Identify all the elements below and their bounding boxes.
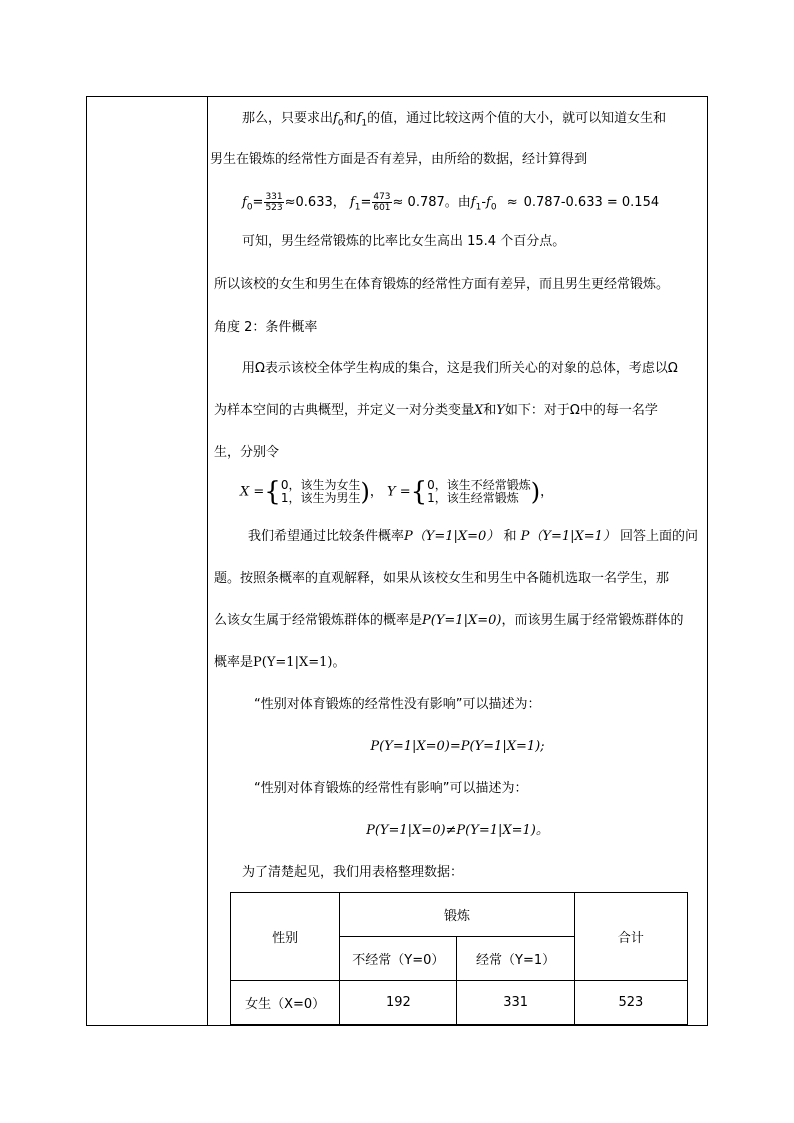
result: 0.787-0.633 = 0.154 [523,195,660,210]
cell-not-often: 192 [340,981,457,1025]
paragraph-5-line-4 [208,654,707,672]
comma: ， [369,484,383,500]
eq: = [360,195,372,210]
text: ，而该男生属于经常锻炼群体的 [501,613,684,628]
cell-gender: 女生（X=0） [231,981,340,1025]
text: 如下：对于Ω中的每一名学 [504,403,658,418]
cell-often: 331 [457,981,574,1025]
approx: ≈ 0.787。由 [392,195,471,210]
brace-icon: { [410,477,428,507]
sub: 1 [361,118,368,129]
fraction-473-601 [372,192,391,213]
den: 523 [265,203,283,213]
num: 473 [373,192,391,202]
table-row [231,981,688,1025]
var-x: X [474,403,484,418]
variable-definitions [208,478,707,507]
sub: 1 [354,202,361,213]
cell-total: 523 [574,981,687,1025]
case: 1，该生经常锻炼 [427,491,519,505]
text: 的值，通过比较这两个值的大小，就可以知道女生和 [367,111,667,126]
fraction-331-523 [264,192,283,213]
var-y: Y [496,403,505,418]
y-eq: Y = [387,484,411,500]
text: 那么，只要求出 [242,111,334,126]
header-total: 合计 [574,893,687,981]
heading-angle-2: 角度 2：条件概率 [214,320,318,335]
y-cases [427,479,531,505]
sub: 0 [337,118,344,129]
text: 和 [343,111,357,126]
header-gender: 性别 [231,893,340,981]
paragraph-4-line-3: 生，分别令 [214,445,280,460]
equation-equal: P(Y=1|X=0)=P(Y=1|X=1); [370,739,545,754]
formula-line [208,192,707,217]
paragraph-3: 所以该校的女生和男生在体育锻炼的经常性方面有差异，而且男生更经常锻炼。 [214,277,670,292]
header-exercise: 锻炼 [340,893,575,937]
paragraph-5-line-1 [208,528,707,546]
paragraph-5-line-3 [208,612,707,630]
sub: 1 [475,202,482,213]
cond-prob-2: P（Y=1|X=1） [520,529,616,544]
cond-prob-1: P（Y=1|X=0） [404,529,500,544]
var-f1: f [356,111,362,126]
f0-label: f [242,195,247,210]
var: f [486,195,491,210]
f1-label: f [349,195,355,210]
paren-icon: ) [530,478,541,506]
text: 和 [503,529,517,544]
text: 么该女生属于经常锻炼群体的概率是 [214,613,423,628]
header-not-often: 不经常（Y=0） [340,937,457,981]
paragraph-5-line-2: 题。按照条概率的直观解释，如果从该校女生和男生中各随机选取一名学生，那 [214,571,670,586]
brace-icon: { [264,477,281,507]
approx: ≈0.633， [284,195,346,210]
quote-has-effect: “性别对体育锻炼的经常性有影响”可以描述为： [254,781,528,796]
den: 601 [373,203,391,213]
paragraph-4-line-1: 用Ω表示该校全体学生构成的集合，这是我们所关心的对象的总体，考虑以Ω [242,361,678,376]
header-often: 经常（Y=1） [457,937,574,981]
paragraph-2: 可知，男生经常锻炼的比率比女生高出 15.4 个百分点。 [242,234,566,249]
paragraph-1-line-2: 男生在锻炼的经常性方面是否有差异，由所给的数据，经计算得到 [210,152,588,167]
equation-not-equal: P(Y=1|X=0)≠P(Y=1|X=1)。 [366,823,549,838]
var: f [470,195,476,210]
text: 概率是 [214,655,254,670]
text: 我们希望通过比较条件概率 [248,529,405,544]
num: 331 [265,192,283,202]
x-eq: X = [240,484,265,500]
text: 和 [483,403,497,418]
text: 回答上面的问 [620,529,699,544]
var-f0: f [333,111,338,126]
text: 为样本空间的古典概型，并定义一对分类变量 [214,403,475,418]
paragraph-4-line-2 [208,402,707,420]
sub: 0 [246,202,253,213]
case: 0，该生为女生 [280,478,361,492]
expr: P(Y=1|X=1) [253,655,333,670]
minus: - [481,195,487,210]
content-column [208,96,707,1026]
paragraph-6: 为了清楚起见，我们用表格整理数据： [242,865,464,880]
paren-icon: ) [360,478,370,506]
contingency-table [230,892,688,1025]
comma: ， [540,484,554,500]
case: 0，该生不经常锻炼 [427,478,531,492]
paragraph-1-line-1 [208,110,707,133]
expr: P(Y=1|X=0) [422,613,502,628]
x-cases [281,479,361,505]
case: 1，该生为男生 [280,491,361,505]
eq: = [252,195,264,210]
approx: ≈ [506,195,518,210]
text: 。 [332,655,346,670]
sub: 0 [490,202,497,213]
quote-no-effect: “性别对体育锻炼的经常性没有影响”可以描述为： [254,697,541,712]
